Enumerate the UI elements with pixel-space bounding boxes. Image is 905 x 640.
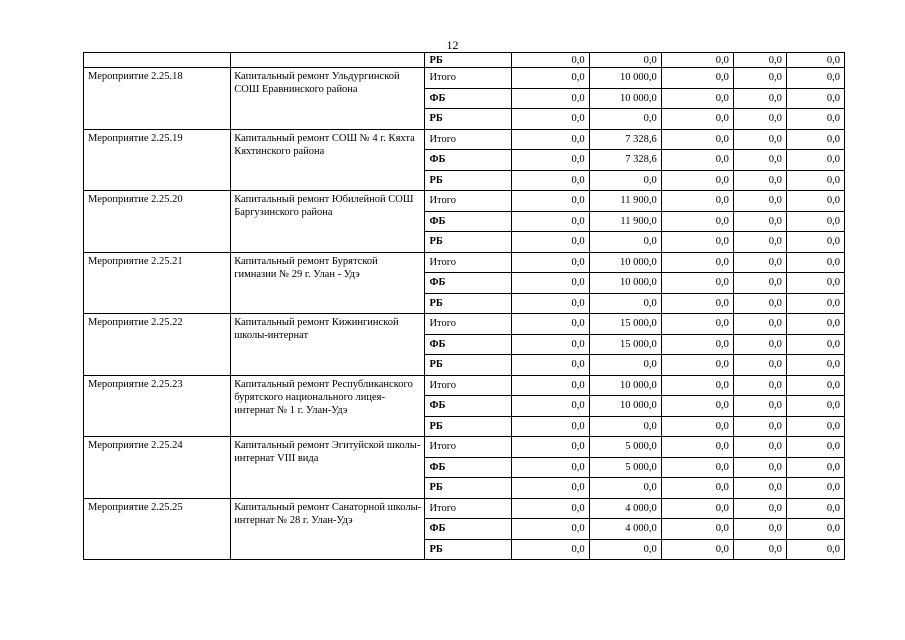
value-cell: 0,0 <box>786 478 844 499</box>
event-cell: Мероприятие 2.25.19 <box>84 129 231 191</box>
value-cell: 5 000,0 <box>589 437 661 458</box>
name-cell: Капитальный ремонт СОШ № 4 г. Кяхта Кяхтинского района <box>231 129 425 191</box>
value-cell: 0,0 <box>786 68 844 89</box>
source-cell: РБ <box>425 53 511 68</box>
value-cell: 0,0 <box>661 539 733 560</box>
value-cell: 10 000,0 <box>589 88 661 109</box>
value-cell: 0,0 <box>511 293 589 314</box>
source-cell: Итого <box>425 129 511 150</box>
budget-table <box>83 52 845 560</box>
value-cell: 0,0 <box>733 437 786 458</box>
value-cell: 0,0 <box>733 129 786 150</box>
value-cell: 0,0 <box>661 355 733 376</box>
value-cell: 0,0 <box>733 519 786 540</box>
value-cell: 0,0 <box>733 334 786 355</box>
source-cell: ФБ <box>425 396 511 417</box>
value-cell: 11 900,0 <box>589 191 661 212</box>
source-cell: РБ <box>425 170 511 191</box>
source-cell: ФБ <box>425 457 511 478</box>
value-cell: 0,0 <box>733 53 786 68</box>
source-cell: ФБ <box>425 211 511 232</box>
name-cell: Капитальный ремонт Юбилейной СОШ Баргузинского района <box>231 191 425 253</box>
value-cell: 0,0 <box>661 416 733 437</box>
value-cell: 0,0 <box>511 416 589 437</box>
source-cell: Итого <box>425 68 511 89</box>
table-body <box>84 53 845 560</box>
value-cell: 0,0 <box>786 396 844 417</box>
table-row <box>84 191 845 212</box>
value-cell: 0,0 <box>786 252 844 273</box>
value-cell: 0,0 <box>511 334 589 355</box>
source-cell: РБ <box>425 539 511 560</box>
value-cell: 4 000,0 <box>589 498 661 519</box>
source-cell: ФБ <box>425 519 511 540</box>
value-cell: 0,0 <box>733 416 786 437</box>
table-row <box>84 375 845 396</box>
value-cell: 0,0 <box>511 150 589 171</box>
value-cell: 0,0 <box>589 293 661 314</box>
source-cell: ФБ <box>425 150 511 171</box>
value-cell: 0,0 <box>733 293 786 314</box>
value-cell: 0,0 <box>589 478 661 499</box>
value-cell: 0,0 <box>661 519 733 540</box>
value-cell: 7 328,6 <box>589 150 661 171</box>
value-cell: 0,0 <box>786 232 844 253</box>
event-cell: Мероприятие 2.25.23 <box>84 375 231 437</box>
name-cell: Капитальный ремонт Эгитуйской школы-интернат VIII вида <box>231 437 425 499</box>
value-cell: 0,0 <box>786 355 844 376</box>
value-cell: 0,0 <box>733 355 786 376</box>
value-cell: 4 000,0 <box>589 519 661 540</box>
value-cell: 0,0 <box>786 211 844 232</box>
table-row <box>84 314 845 335</box>
value-cell: 0,0 <box>661 211 733 232</box>
value-cell: 0,0 <box>661 457 733 478</box>
source-cell: РБ <box>425 478 511 499</box>
value-cell: 5 000,0 <box>589 457 661 478</box>
value-cell: 0,0 <box>511 314 589 335</box>
source-cell: ФБ <box>425 334 511 355</box>
value-cell: 0,0 <box>786 519 844 540</box>
value-cell: 0,0 <box>733 498 786 519</box>
value-cell: 0,0 <box>661 293 733 314</box>
value-cell: 0,0 <box>733 252 786 273</box>
table-row <box>84 437 845 458</box>
source-cell: Итого <box>425 191 511 212</box>
value-cell: 0,0 <box>511 355 589 376</box>
value-cell: 0,0 <box>511 191 589 212</box>
value-cell: 0,0 <box>786 129 844 150</box>
value-cell: 0,0 <box>786 375 844 396</box>
value-cell: 0,0 <box>786 88 844 109</box>
value-cell: 0,0 <box>589 355 661 376</box>
value-cell: 0,0 <box>511 88 589 109</box>
value-cell: 10 000,0 <box>589 68 661 89</box>
event-cell <box>84 53 231 68</box>
table-row <box>84 498 845 519</box>
value-cell: 0,0 <box>733 109 786 130</box>
value-cell: 0,0 <box>786 416 844 437</box>
source-cell: Итого <box>425 375 511 396</box>
value-cell: 0,0 <box>733 273 786 294</box>
value-cell: 0,0 <box>589 109 661 130</box>
name-cell: Капитальный ремонт Санаторной школы-интернат № 28 г. Улан-Удэ <box>231 498 425 560</box>
value-cell: 0,0 <box>786 53 844 68</box>
value-cell: 10 000,0 <box>589 396 661 417</box>
event-cell: Мероприятие 2.25.22 <box>84 314 231 376</box>
value-cell: 0,0 <box>661 129 733 150</box>
event-cell: Мероприятие 2.25.24 <box>84 437 231 499</box>
name-cell: Капитальный ремонт Республиканского бурятского национального лицея-интернат № 1 г. Улан-Удэ <box>231 375 425 437</box>
value-cell: 10 000,0 <box>589 273 661 294</box>
value-cell: 0,0 <box>511 170 589 191</box>
value-cell: 0,0 <box>511 232 589 253</box>
value-cell: 0,0 <box>733 375 786 396</box>
value-cell: 0,0 <box>511 109 589 130</box>
value-cell: 0,0 <box>733 88 786 109</box>
value-cell: 0,0 <box>733 150 786 171</box>
event-cell: Мероприятие 2.25.25 <box>84 498 231 560</box>
value-cell: 0,0 <box>661 396 733 417</box>
source-cell: РБ <box>425 232 511 253</box>
source-cell: Итого <box>425 498 511 519</box>
source-cell: ФБ <box>425 88 511 109</box>
name-cell <box>231 53 425 68</box>
value-cell: 0,0 <box>661 437 733 458</box>
value-cell: 0,0 <box>733 539 786 560</box>
page-number: 12 <box>446 38 459 52</box>
value-cell: 0,0 <box>589 53 661 68</box>
value-cell: 0,0 <box>733 457 786 478</box>
value-cell: 0,0 <box>511 539 589 560</box>
value-cell: 0,0 <box>511 252 589 273</box>
table-row <box>84 68 845 89</box>
value-cell: 0,0 <box>511 273 589 294</box>
value-cell: 0,0 <box>733 170 786 191</box>
value-cell: 0,0 <box>511 211 589 232</box>
value-cell: 10 000,0 <box>589 252 661 273</box>
value-cell: 0,0 <box>511 375 589 396</box>
value-cell: 0,0 <box>786 109 844 130</box>
value-cell: 0,0 <box>589 539 661 560</box>
value-cell: 0,0 <box>589 416 661 437</box>
value-cell: 0,0 <box>511 129 589 150</box>
value-cell: 0,0 <box>589 232 661 253</box>
value-cell: 0,0 <box>511 437 589 458</box>
value-cell: 0,0 <box>511 498 589 519</box>
source-cell: Итого <box>425 314 511 335</box>
source-cell: РБ <box>425 355 511 376</box>
value-cell: 0,0 <box>511 68 589 89</box>
value-cell: 0,0 <box>511 478 589 499</box>
value-cell: 0,0 <box>786 293 844 314</box>
value-cell: 0,0 <box>661 232 733 253</box>
value-cell: 0,0 <box>661 170 733 191</box>
table-row <box>84 252 845 273</box>
source-cell: Итого <box>425 252 511 273</box>
value-cell: 0,0 <box>786 150 844 171</box>
value-cell: 0,0 <box>511 457 589 478</box>
value-cell: 15 000,0 <box>589 314 661 335</box>
value-cell: 0,0 <box>733 478 786 499</box>
value-cell: 0,0 <box>589 170 661 191</box>
name-cell: Капитальный ремонт Бурятской гимназии № 29 г. Улан - Удэ <box>231 252 425 314</box>
value-cell: 0,0 <box>661 498 733 519</box>
event-cell: Мероприятие 2.25.18 <box>84 68 231 130</box>
value-cell: 10 000,0 <box>589 375 661 396</box>
value-cell: 0,0 <box>661 375 733 396</box>
value-cell: 0,0 <box>733 211 786 232</box>
value-cell: 0,0 <box>786 170 844 191</box>
value-cell: 0,0 <box>786 314 844 335</box>
value-cell: 15 000,0 <box>589 334 661 355</box>
table-row <box>84 53 845 68</box>
value-cell: 0,0 <box>786 498 844 519</box>
value-cell: 0,0 <box>786 273 844 294</box>
value-cell: 0,0 <box>661 150 733 171</box>
value-cell: 7 328,6 <box>589 129 661 150</box>
value-cell: 0,0 <box>733 314 786 335</box>
value-cell: 0,0 <box>733 232 786 253</box>
value-cell: 0,0 <box>661 273 733 294</box>
table-row <box>84 129 845 150</box>
value-cell: 0,0 <box>733 68 786 89</box>
value-cell: 0,0 <box>786 457 844 478</box>
value-cell: 11 900,0 <box>589 211 661 232</box>
value-cell: 0,0 <box>786 437 844 458</box>
value-cell: 0,0 <box>661 191 733 212</box>
name-cell: Капитальный ремонт Ульдургинской СОШ Еравнинского района <box>231 68 425 130</box>
source-cell: Итого <box>425 437 511 458</box>
value-cell: 0,0 <box>786 191 844 212</box>
value-cell: 0,0 <box>661 68 733 89</box>
value-cell: 0,0 <box>661 478 733 499</box>
source-cell: ФБ <box>425 273 511 294</box>
value-cell: 0,0 <box>511 396 589 417</box>
source-cell: РБ <box>425 109 511 130</box>
value-cell: 0,0 <box>733 396 786 417</box>
value-cell: 0,0 <box>511 519 589 540</box>
source-cell: РБ <box>425 293 511 314</box>
value-cell: 0,0 <box>661 109 733 130</box>
value-cell: 0,0 <box>786 334 844 355</box>
value-cell: 0,0 <box>661 252 733 273</box>
value-cell: 0,0 <box>786 539 844 560</box>
value-cell: 0,0 <box>511 53 589 68</box>
value-cell: 0,0 <box>661 53 733 68</box>
value-cell: 0,0 <box>733 191 786 212</box>
event-cell: Мероприятие 2.25.20 <box>84 191 231 253</box>
value-cell: 0,0 <box>661 334 733 355</box>
value-cell: 0,0 <box>661 88 733 109</box>
value-cell: 0,0 <box>661 314 733 335</box>
name-cell: Капитальный ремонт Кижингинской школы-интернат <box>231 314 425 376</box>
source-cell: РБ <box>425 416 511 437</box>
event-cell: Мероприятие 2.25.21 <box>84 252 231 314</box>
